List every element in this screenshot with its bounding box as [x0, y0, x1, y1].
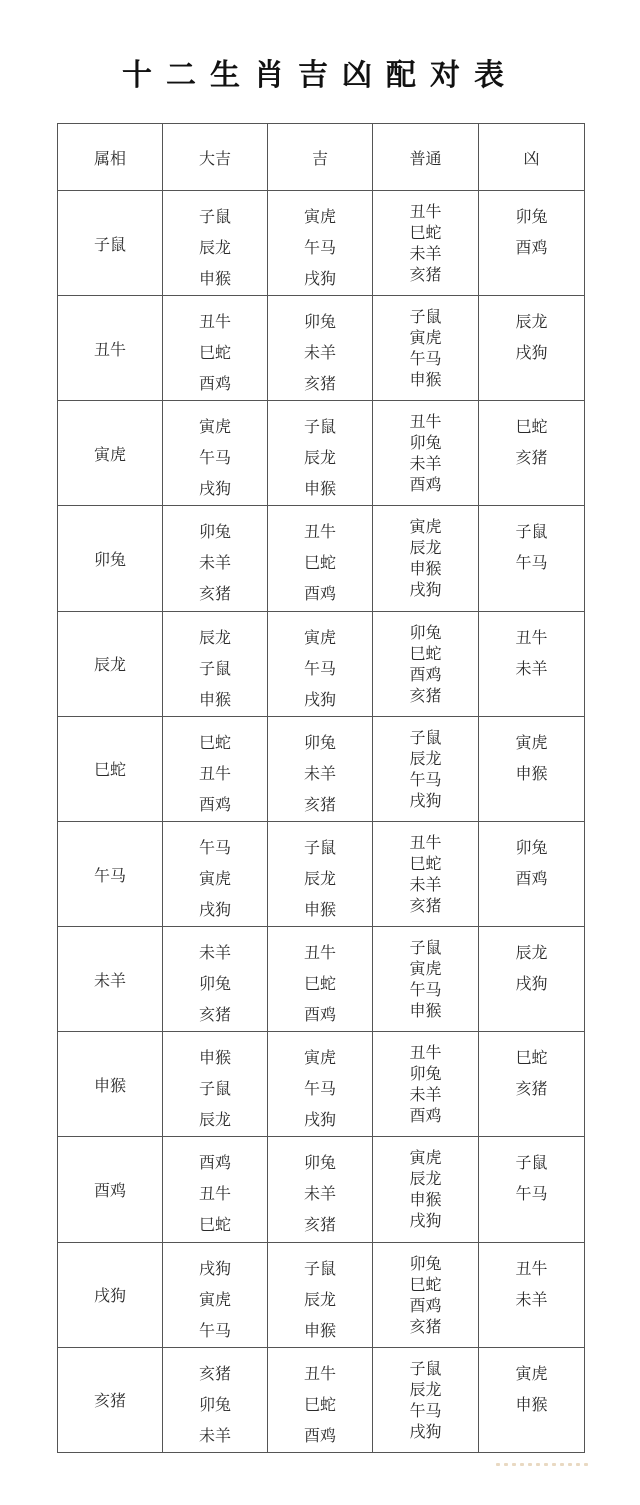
list-item: 未羊 [303, 343, 336, 363]
list-item: 戌狗 [198, 1258, 231, 1278]
list-item: 卯兔 [409, 622, 442, 642]
bad-luck-cell [479, 716, 585, 821]
list-item: 申猴 [303, 899, 336, 919]
list-item: 申猴 [198, 689, 231, 709]
sign-list [163, 1137, 267, 1240]
good-luck-cell [268, 1137, 373, 1242]
sign-list [479, 1032, 584, 1104]
sign-list [373, 1243, 478, 1337]
list-item: 寅虎 [515, 732, 548, 752]
list-item: 未羊 [303, 763, 336, 783]
normal-cell [373, 401, 479, 506]
sign-list [163, 1243, 267, 1346]
list-item: 申猴 [409, 1190, 442, 1210]
list-item: 戌狗 [409, 580, 442, 600]
great-luck-cell [163, 1137, 268, 1242]
sign-cell: 午马 [58, 821, 163, 926]
sign-list [479, 401, 584, 473]
sign-list [373, 822, 478, 916]
list-item: 寅虎 [303, 627, 336, 647]
sign-list [163, 506, 267, 609]
great-luck-cell [163, 821, 268, 926]
table-row [58, 611, 585, 716]
list-item: 未羊 [515, 658, 548, 678]
list-item: 戌狗 [303, 1110, 336, 1130]
list-item: 丑牛 [198, 1184, 231, 1204]
list-item: 子鼠 [198, 207, 231, 226]
list-item: 卯兔 [303, 1153, 336, 1173]
list-item: 亥猪 [409, 1316, 442, 1336]
list-item: 寅虎 [409, 328, 442, 348]
list-item: 酉鸡 [303, 1425, 336, 1445]
header-row [58, 124, 585, 191]
list-item: 午马 [409, 980, 442, 1000]
list-item: 亥猪 [409, 685, 442, 705]
list-item: 辰龙 [515, 312, 548, 332]
sign-list [373, 296, 478, 390]
list-item: 午马 [409, 1400, 442, 1420]
sign-list [479, 612, 584, 684]
list-item: 卯兔 [303, 312, 336, 332]
list-item: 寅虎 [198, 868, 231, 888]
list-item: 巳蛇 [303, 974, 336, 994]
list-item: 子鼠 [515, 522, 548, 542]
list-item: 巳蛇 [198, 732, 231, 752]
list-item: 辰龙 [409, 1169, 442, 1189]
sign-list [268, 822, 372, 925]
header-normal: 普通 [373, 124, 479, 191]
header-great-luck: 大吉 [163, 124, 268, 191]
list-item: 未羊 [198, 553, 231, 573]
list-item: 卯兔 [409, 433, 442, 453]
list-item: 戌狗 [198, 899, 231, 919]
table-row [58, 927, 585, 1032]
bad-luck-cell [479, 821, 585, 926]
list-item: 辰龙 [303, 448, 336, 468]
list-item: 丑牛 [515, 627, 548, 647]
list-item: 申猴 [515, 763, 548, 783]
sign-cell: 巳蛇 [58, 716, 163, 821]
list-item: 丑牛 [198, 312, 231, 332]
table-row [58, 821, 585, 926]
header-sign: 属相 [58, 124, 163, 191]
list-item: 丑牛 [515, 1258, 548, 1278]
list-item: 丑牛 [303, 943, 336, 963]
list-item: 戌狗 [515, 343, 548, 363]
sign-cell: 辰龙 [58, 611, 163, 716]
sign-list [163, 296, 267, 399]
sign-list [163, 191, 267, 294]
good-luck-cell [268, 611, 373, 716]
list-item: 巳蛇 [409, 853, 442, 873]
list-item: 戌狗 [198, 479, 231, 499]
good-luck-cell [268, 927, 373, 1032]
list-item: 申猴 [198, 1048, 231, 1068]
list-item: 辰龙 [198, 1110, 231, 1130]
list-item: 辰龙 [198, 238, 231, 257]
list-item: 卯兔 [409, 1064, 442, 1084]
sign-list [268, 506, 372, 609]
list-item: 巳蛇 [409, 1274, 442, 1294]
table-row [58, 716, 585, 821]
list-item: 酉鸡 [409, 1295, 442, 1315]
table-row [58, 1137, 585, 1242]
good-luck-cell [268, 1242, 373, 1347]
list-item: 午马 [303, 1079, 336, 1099]
sign-list [163, 1032, 267, 1135]
normal-cell [373, 1137, 479, 1242]
list-item: 丑牛 [409, 202, 442, 221]
list-item: 寅虎 [198, 417, 231, 437]
sign-list [479, 1243, 584, 1315]
list-item: 申猴 [303, 479, 336, 499]
list-item: 亥猪 [303, 1215, 336, 1235]
list-item: 申猴 [409, 370, 442, 390]
list-item: 酉鸡 [303, 584, 336, 604]
sign-cell: 卯兔 [58, 506, 163, 611]
bad-luck-cell [479, 1242, 585, 1347]
sign-list [163, 717, 267, 820]
list-item: 未羊 [515, 1289, 548, 1309]
sign-list [268, 612, 372, 715]
list-item: 辰龙 [303, 868, 336, 888]
list-item: 未羊 [409, 454, 442, 474]
list-item: 酉鸡 [198, 1153, 231, 1173]
list-item: 未羊 [198, 1425, 231, 1445]
list-item: 巳蛇 [303, 553, 336, 573]
normal-cell [373, 611, 479, 716]
list-item: 未羊 [198, 943, 231, 963]
list-item: 子鼠 [198, 1079, 231, 1099]
great-luck-cell [163, 1032, 268, 1137]
sign-list [268, 927, 372, 1030]
list-item: 寅虎 [409, 959, 442, 979]
sign-list [479, 822, 584, 894]
list-item: 未羊 [409, 874, 442, 894]
list-item: 酉鸡 [409, 475, 442, 495]
table-row [58, 296, 585, 401]
great-luck-cell [163, 506, 268, 611]
bad-luck-cell [479, 927, 585, 1032]
good-luck-cell [268, 1032, 373, 1137]
zodiac-compatibility-table [57, 123, 585, 1453]
bad-luck-cell [479, 296, 585, 401]
list-item: 酉鸡 [409, 1106, 442, 1126]
normal-cell [373, 821, 479, 926]
list-item: 未羊 [409, 1085, 442, 1105]
list-item: 巳蛇 [515, 1048, 548, 1068]
good-luck-cell [268, 1347, 373, 1452]
bad-luck-cell [479, 1137, 585, 1242]
list-item: 戌狗 [515, 974, 548, 994]
table-row [58, 1347, 585, 1452]
list-item: 午马 [515, 1184, 548, 1204]
good-luck-cell [268, 401, 373, 506]
list-item: 子鼠 [409, 727, 442, 747]
great-luck-cell [163, 401, 268, 506]
watermark-dots [496, 1463, 606, 1471]
list-item: 申猴 [409, 1001, 442, 1021]
normal-cell [373, 927, 479, 1032]
list-item: 丑牛 [303, 522, 336, 542]
sign-list [373, 927, 478, 1021]
list-item: 戌狗 [409, 1421, 442, 1441]
list-item: 丑牛 [198, 763, 231, 783]
sign-cell: 戌狗 [58, 1242, 163, 1347]
sign-list [268, 401, 372, 504]
list-item: 巳蛇 [409, 643, 442, 663]
normal-cell [373, 296, 479, 401]
page-title: 十二生肖吉凶配对表 [122, 58, 518, 93]
normal-cell [373, 506, 479, 611]
sign-list [268, 1243, 372, 1346]
table-row [58, 401, 585, 506]
list-item: 酉鸡 [515, 238, 548, 257]
list-item: 酉鸡 [198, 374, 231, 394]
list-item: 亥猪 [303, 374, 336, 394]
list-item: 午马 [198, 448, 231, 468]
list-item: 未羊 [303, 1184, 336, 1204]
sign-list [373, 1348, 478, 1442]
list-item: 卯兔 [198, 1394, 231, 1414]
list-item: 寅虎 [409, 517, 442, 537]
list-item: 丑牛 [409, 832, 442, 852]
sign-list [268, 1348, 372, 1451]
list-item: 丑牛 [303, 1363, 336, 1383]
list-item: 卯兔 [515, 837, 548, 857]
list-item: 辰龙 [303, 1289, 336, 1309]
header-good-luck: 吉 [268, 124, 373, 191]
sign-list [479, 1348, 584, 1420]
bad-luck-cell [479, 506, 585, 611]
sign-cell: 酉鸡 [58, 1137, 163, 1242]
sign-cell: 寅虎 [58, 401, 163, 506]
list-item: 子鼠 [303, 417, 336, 437]
list-item: 午马 [515, 553, 548, 573]
sign-list [268, 1032, 372, 1135]
great-luck-cell [163, 191, 268, 296]
list-item: 子鼠 [409, 1358, 442, 1378]
list-item: 午马 [303, 658, 336, 678]
list-item: 申猴 [303, 1320, 336, 1340]
list-item: 戌狗 [303, 689, 336, 709]
list-item: 酉鸡 [515, 868, 548, 888]
normal-cell [373, 191, 479, 296]
great-luck-cell [163, 1347, 268, 1452]
list-item: 亥猪 [515, 448, 548, 468]
list-item: 亥猪 [515, 1079, 548, 1099]
list-item: 午马 [409, 769, 442, 789]
list-item: 辰龙 [409, 538, 442, 558]
list-item: 辰龙 [409, 1379, 442, 1399]
list-item: 戌狗 [303, 269, 336, 288]
table-body [58, 191, 585, 1453]
normal-cell [373, 1242, 479, 1347]
sign-cell: 丑牛 [58, 296, 163, 401]
great-luck-cell [163, 1242, 268, 1347]
list-item: 亥猪 [198, 1363, 231, 1383]
list-item: 辰龙 [515, 943, 548, 963]
table-row [58, 1032, 585, 1137]
list-item: 辰龙 [409, 748, 442, 768]
normal-cell [373, 1347, 479, 1452]
list-item: 卯兔 [515, 207, 548, 226]
list-item: 丑牛 [409, 1043, 442, 1063]
list-item: 卯兔 [198, 974, 231, 994]
sign-cell: 子鼠 [58, 191, 163, 296]
list-item: 亥猪 [198, 1005, 231, 1025]
list-item: 亥猪 [409, 895, 442, 915]
sign-list [373, 506, 478, 600]
great-luck-cell [163, 296, 268, 401]
list-item: 巳蛇 [303, 1394, 336, 1414]
list-item: 丑牛 [409, 412, 442, 432]
good-luck-cell [268, 296, 373, 401]
list-item: 寅虎 [303, 1048, 336, 1068]
list-item: 寅虎 [515, 1363, 548, 1383]
sign-cell: 未羊 [58, 927, 163, 1032]
list-item: 卯兔 [409, 1253, 442, 1273]
list-item: 亥猪 [303, 794, 336, 814]
sign-list [373, 1137, 478, 1231]
normal-cell [373, 1032, 479, 1137]
sign-list [163, 612, 267, 715]
good-luck-cell [268, 821, 373, 926]
bad-luck-cell [479, 611, 585, 716]
sign-list [479, 296, 584, 368]
sign-list [373, 191, 478, 285]
sign-list [373, 612, 478, 706]
sign-list [479, 1137, 584, 1209]
list-item: 申猴 [198, 269, 231, 288]
list-item: 巳蛇 [198, 343, 231, 363]
sign-list [373, 401, 478, 495]
sign-list [479, 191, 584, 263]
header-bad-luck: 凶 [479, 124, 585, 191]
sign-list [268, 191, 372, 294]
list-item: 酉鸡 [198, 794, 231, 814]
sign-list [163, 1348, 267, 1451]
sign-list [479, 506, 584, 578]
list-item: 午马 [198, 1320, 231, 1340]
great-luck-cell [163, 927, 268, 1032]
list-item: 亥猪 [409, 265, 442, 284]
list-item: 子鼠 [198, 658, 231, 678]
list-item: 午马 [409, 349, 442, 369]
sign-list [163, 401, 267, 504]
bad-luck-cell [479, 191, 585, 296]
sign-list [268, 717, 372, 820]
great-luck-cell [163, 716, 268, 821]
list-item: 申猴 [515, 1394, 548, 1414]
list-item: 寅虎 [303, 207, 336, 226]
sign-list [268, 1137, 372, 1240]
good-luck-cell [268, 716, 373, 821]
list-item: 未羊 [409, 244, 442, 263]
sign-list [163, 822, 267, 925]
normal-cell [373, 716, 479, 821]
list-item: 卯兔 [303, 732, 336, 752]
sign-list [163, 927, 267, 1030]
list-item: 巳蛇 [515, 417, 548, 437]
sign-cell: 申猴 [58, 1032, 163, 1137]
list-item: 子鼠 [515, 1153, 548, 1173]
sign-list [479, 717, 584, 789]
list-item: 午马 [198, 837, 231, 857]
good-luck-cell [268, 191, 373, 296]
list-item: 子鼠 [409, 307, 442, 327]
list-item: 午马 [303, 238, 336, 257]
list-item: 子鼠 [303, 837, 336, 857]
list-item: 戌狗 [409, 1211, 442, 1231]
sign-cell: 亥猪 [58, 1347, 163, 1452]
list-item: 亥猪 [198, 584, 231, 604]
list-item: 卯兔 [198, 522, 231, 542]
great-luck-cell [163, 611, 268, 716]
list-item: 子鼠 [409, 938, 442, 958]
list-item: 寅虎 [198, 1289, 231, 1309]
good-luck-cell [268, 506, 373, 611]
sign-list [268, 296, 372, 399]
sign-list [373, 1032, 478, 1126]
list-item: 戌狗 [409, 790, 442, 810]
list-item: 巳蛇 [409, 223, 442, 242]
table-row [58, 191, 585, 296]
list-item: 寅虎 [409, 1148, 442, 1168]
bad-luck-cell [479, 401, 585, 506]
list-item: 辰龙 [198, 627, 231, 647]
list-item: 子鼠 [303, 1258, 336, 1278]
bad-luck-cell [479, 1032, 585, 1137]
bad-luck-cell [479, 1347, 585, 1452]
list-item: 巳蛇 [198, 1215, 231, 1235]
sign-list [373, 717, 478, 811]
sign-list [479, 927, 584, 999]
table-row [58, 1242, 585, 1347]
list-item: 酉鸡 [409, 664, 442, 684]
table-row [58, 506, 585, 611]
list-item: 申猴 [409, 559, 442, 579]
list-item: 酉鸡 [303, 1005, 336, 1025]
